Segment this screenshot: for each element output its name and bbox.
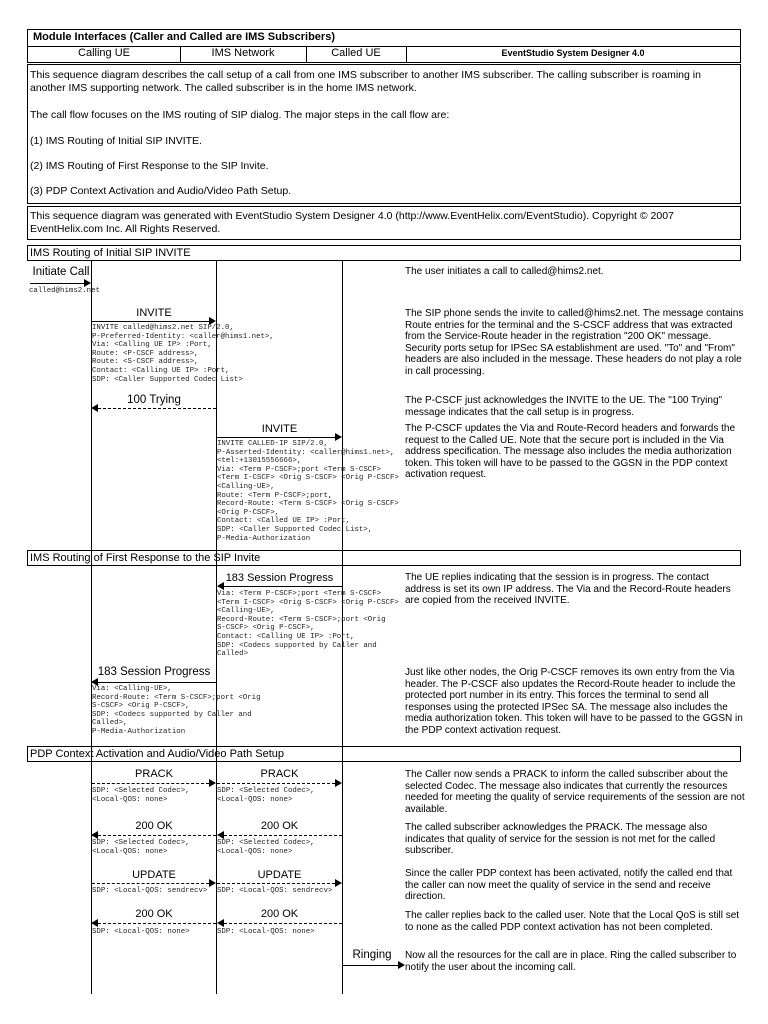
progress2-params: Via: <Calling-UE>, Record-Route: <Term S-CSCF>;port <Orig S-CSCF> <Orig P-CSCF>, SDP: <Codecs supported by Caller and Called>, P-Media-Authorization bbox=[92, 685, 261, 736]
ok1-arrow-right bbox=[224, 835, 342, 836]
column-calling-ue: Calling UE bbox=[78, 47, 130, 59]
progress1-label: 183 Session Progress bbox=[225, 572, 334, 584]
column-ims-network: IMS Network bbox=[211, 47, 275, 59]
initiate-call-param: called@hims2.net bbox=[29, 287, 100, 295]
initiate-call-desc: The user initiates a call to called@hims2.net. bbox=[405, 266, 604, 277]
invite2-label: INVITE bbox=[261, 423, 298, 435]
prack-left-label: PRACK bbox=[135, 768, 173, 780]
update-params-left: SDP: <Local-QOS: sendrecv> bbox=[92, 887, 208, 895]
prack-arrow-left bbox=[92, 783, 209, 784]
update-left-label: UPDATE bbox=[132, 869, 176, 881]
invite2-params: INVITE CALLED-IP SIP/2.0, P-Asserted-Identity: <caller@hims1.net>, <tel:+13015556666>, Via: <Term P-CSCF>;port <Term S-CSCF> <Term I-CSCF> <Orig S-CSCF> <Orig P-CSCF> <Calling-UE>, Route: <Term P-CSCF>;port, Record-Route: <Term S-CSCF> <Orig S-CSCF> <Orig P-CSCF>, Contact: <Called UE IP> :Port, SDP: <Caller Supported Codec List>, P-Media-Authorization bbox=[217, 440, 399, 543]
invite1-params: INVITE called@hims2.net SIP/2.0, P-Preferred-Identity: <caller@hims1.net>, Via: <Calling UE IP> :Port, Route: <P-CSCF address>, Route: <S-CSCF address>, Contact: <Calling UE IP> :Port, SDP: <Caller Supported Codec List> bbox=[92, 324, 274, 384]
ok1-arrow-left bbox=[98, 835, 216, 836]
invite1-label: INVITE bbox=[136, 307, 172, 319]
progress2-label: 183 Session Progress bbox=[97, 666, 211, 678]
progress1-params: Via: <Term P-CSCF>;port <Term S-CSCF> <Term I-CSCF> <Orig S-CSCF> <Orig P-CSCF> <Calling-UE>, Record-Route: <Term S-CSCF>;port <Orig S-CSCF> <Orig P-CSCF>, Contact: <Calling UE IP> :Port, SDP: <Codecs supported by Caller and Called> bbox=[217, 590, 399, 659]
intro-p3: (1) IMS Routing of Initial SIP INVITE. bbox=[30, 135, 202, 147]
ringing-label: Ringing bbox=[352, 949, 392, 961]
tool-name: EventStudio System Designer 4.0 bbox=[501, 48, 645, 58]
ok2-params-right: SDP: <Local-QOS: none> bbox=[217, 928, 315, 936]
trying-desc: The P-CSCF just acknowledges the INVITE to the UE. The "100 Trying" message indicates that the call setup is in progress. bbox=[405, 395, 723, 418]
column-called-ue: Called UE bbox=[331, 47, 381, 59]
ok2-desc: The caller replies back to the called user. Note that the Local QoS is still set to none as the called PDP context activation has not been completed. bbox=[405, 910, 740, 933]
intro-p4: (2) IMS Routing of First Response to the SIP Invite. bbox=[30, 160, 269, 172]
update-arrow-left bbox=[92, 883, 209, 884]
ok1-params-left: SDP: <Selected Codec>, <Local-QOS: none> bbox=[92, 839, 190, 856]
ok1-desc: The called subscriber acknowledges the PRACK. The message also indicates that quality of service for the session is not met for the called subscriber. bbox=[405, 822, 716, 857]
invite1-arrow bbox=[92, 321, 209, 322]
section-header-1: IMS Routing of Initial SIP INVITE bbox=[27, 245, 741, 261]
invite2-desc: The P-CSCF updates the Via and Route-Record headers and forwards the request to the Called UE. Note that the secure port is included in the Via address specification. The message also includes the media authorization token. This token will have to be passed to the GGSN in the PDP context activation request. bbox=[405, 423, 735, 481]
header-title: Module Interfaces (Caller and Called are IMS Subscribers) bbox=[33, 31, 335, 43]
header-table bbox=[27, 29, 741, 63]
section-header-3: PDP Context Activation and Audio/Video Path Setup bbox=[27, 746, 741, 762]
initiate-call-arrow bbox=[30, 283, 85, 284]
update-desc: Since the caller PDP context has been activated, notify the called end that the caller can now meet the quality of service in the send and receive direction. bbox=[405, 868, 733, 903]
update-arrow-right bbox=[217, 883, 335, 884]
progress1-arrow bbox=[224, 586, 342, 587]
ok2-arrow-right bbox=[224, 923, 342, 924]
invite2-arrow bbox=[217, 437, 335, 438]
intro-box bbox=[27, 64, 741, 204]
progress2-desc: Just like other nodes, the Orig P-CSCF removes its own entry from the Via header. The P-CSCF also updates the Record-Route header to include the protected port number in its entry. This forces the terminal to send all responses using the protected IPSec SA. The message also includes the media authorization token. This token will have to be passed to the GGSN in the PDP context activation request. bbox=[405, 667, 743, 736]
intro-p2: The call flow focuses on the IMS routing of SIP dialog. The major steps in the call flow are: bbox=[30, 109, 450, 121]
ok2-arrow-left bbox=[98, 923, 216, 924]
update-params-right: SDP: <Local-QOS: sendrecv> bbox=[217, 887, 333, 895]
initiate-call-label: Initiate Call bbox=[32, 266, 90, 278]
prack-desc: The Caller now sends a PRACK to inform the called subscriber about the selected Codec. The message also indicates that currently the resources needed for meeting the quality of service requirements of the session are not available. bbox=[405, 769, 745, 815]
progress1-desc: The UE replies indicating that the session is in progress. The contact address is set its own IP address. The Via and the Record-Route headers are copied from the received INVITE. bbox=[405, 572, 731, 607]
prack-arrow-right bbox=[217, 783, 335, 784]
ok1-right-label: 200 OK bbox=[260, 820, 299, 832]
prack-params-left: SDP: <Selected Codec>, <Local-QOS: none> bbox=[92, 787, 190, 804]
ok2-params-left: SDP: <Local-QOS: none> bbox=[92, 928, 190, 936]
ringing-arrow bbox=[343, 965, 399, 966]
intro-p1: This sequence diagram describes the call setup of a call from one IMS subscriber to another IMS subscriber. The calling subscriber is roaming in another IMS supporting network. The called subscriber is in the home IMS network. bbox=[30, 69, 701, 94]
ok2-right-label: 200 OK bbox=[260, 908, 299, 920]
prack-params-right: SDP: <Selected Codec>, <Local-QOS: none> bbox=[217, 787, 315, 804]
copyright-box bbox=[27, 206, 741, 240]
copyright-text: This sequence diagram was generated with EventStudio System Designer 4.0 (http://www.EventHelix.com/EventStudio). Copyright © 2007 EventHelix.com Inc. All Rights Reserved. bbox=[30, 210, 674, 235]
trying-arrow bbox=[98, 408, 216, 409]
trying-label: 100 Trying bbox=[127, 394, 181, 406]
progress2-arrow bbox=[98, 682, 216, 683]
prack-right-label: PRACK bbox=[260, 768, 299, 780]
ok2-left-label: 200 OK bbox=[135, 908, 173, 920]
ok1-params-right: SDP: <Selected Codec>, <Local-QOS: none> bbox=[217, 839, 315, 856]
section-header-2: IMS Routing of First Response to the SIP Invite bbox=[27, 550, 741, 566]
ok1-left-label: 200 OK bbox=[135, 820, 173, 832]
ringing-desc: Now all the resources for the call are in place. Ring the called subscriber to notify the user about the incoming call. bbox=[405, 950, 737, 973]
invite1-desc: The SIP phone sends the invite to called@hims2.net. The message contains Route entries for the terminal and the S-CSCF address that was extracted from the Service-Route header in the registration "200 OK" message. Security ports setup for IPSec SA establishment are used. "To" and "From" headers are also included in the message. These headers do not play a role in call processing. bbox=[405, 308, 744, 377]
intro-p5: (3) PDP Context Activation and Audio/Video Path Setup. bbox=[30, 185, 292, 197]
update-right-label: UPDATE bbox=[257, 869, 302, 881]
